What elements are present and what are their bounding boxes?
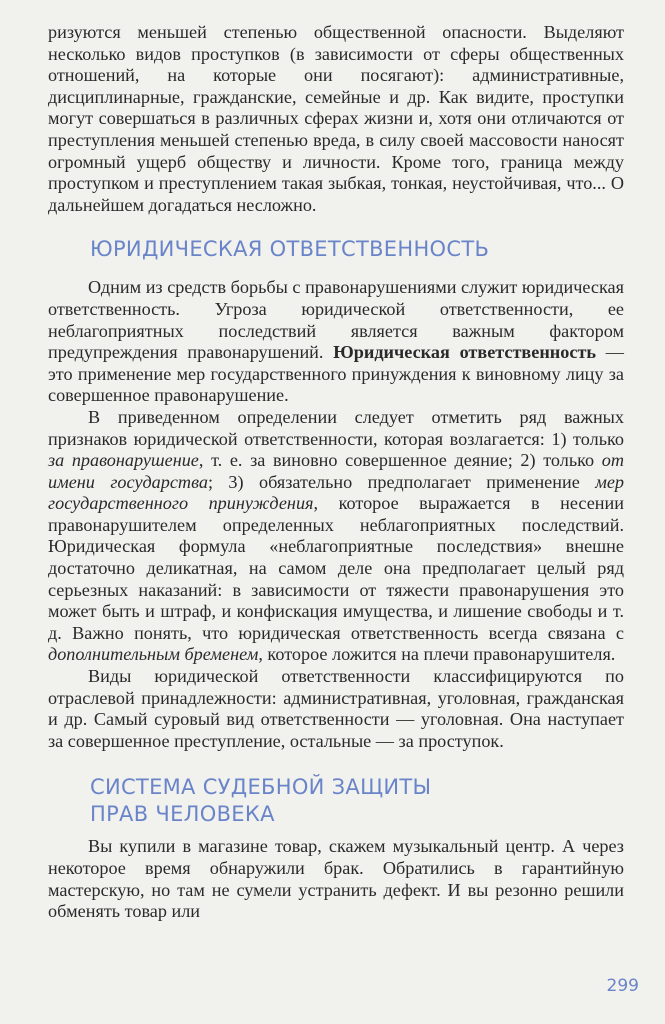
features-text-1: В приведенном определении следует отметить ряд важных признаков юридической ответственности, которая возлагается: 1) только	[48, 406, 624, 449]
paragraph-definition	[48, 277, 624, 407]
features-text-5: , которое ложится на плечи правонарушителя.	[258, 644, 616, 665]
definition-text-2: — это применение мер государственного принуждения к виновному лицу за совершенное правонарушение.	[48, 342, 624, 406]
definition-bold-term: Юридическая ответственность	[333, 342, 596, 363]
features-italic-4: дополнительным бременем	[48, 644, 259, 665]
paragraph-intro: ризуются меньшей степенью общественной опасности. Выделяют несколько видов проступков (в зависимости от сферы общественных отношений, на которые они посягают): административные, дисциплинарные, гражданские, семейные и др. Как видите, проступки могут совершаться в различных сферах жизни и, хотя они отличаются от преступления меньшей степенью вреда, в силу своей массовости наносят огромный ущерб обществу и личности. Кроме того, граница между проступком и преступлением такая зыбкая, тонкая, неустойчивая, что... О дальнейшем догадаться несложно.	[48, 22, 624, 215]
heading-judicial-protection-line-2: ПРАВ ЧЕЛОВЕКА	[90, 802, 275, 827]
heading-judicial-protection	[90, 774, 624, 828]
features-text-3: ; 3) обязательно предполагает применение	[207, 471, 596, 492]
features-italic-1: за правонарушение	[48, 450, 199, 471]
paragraph-example: Вы купили в магазине товар, скажем музыкальный центр. А через некоторое время обнаружили брак. Обратились в гарантийную мастерскую, но там не сумели устранить дефект. И вы резонно решили обменять товар или	[48, 836, 624, 922]
paragraph-features	[48, 407, 624, 666]
definition-text-1: Одним из средств борьбы с правонарушениями служит юридическая ответственность. Угроза юридической ответственности, ее неблагоприятных последствий является важным фактором предупреждения правонарушений.	[48, 277, 624, 363]
heading-judicial-protection-line-1: СИСТЕМА СУДЕБНОЙ ЗАЩИТЫ	[90, 775, 432, 800]
heading-legal-responsibility: ЮРИДИЧЕСКАЯ ОТВЕТСТВЕННОСТЬ	[90, 237, 490, 262]
paragraph-types: Виды юридической ответственности классифицируются по отраслевой принадлежности: административная, уголовная, гражданская и др. Самый суровый вид ответственности — уголовная. Она наступает за совершенное преступление, остальные — за проступок.	[48, 666, 624, 751]
page-number: 299	[606, 976, 639, 996]
features-text-2: , т. е. за виновно совершенное деяние; 2) только	[198, 450, 602, 471]
features-italic-2: от имени государства	[48, 450, 624, 492]
page-content	[48, 22, 624, 923]
features-italic-3: мер государственного принуждения	[48, 471, 624, 514]
features-text-4: , которое выражается в несении правонарушителем определенных неблагоприятных последствий. Юридическая формула «неблагоприятные последствия» внешне достаточно деликатная, на самом деле она предполагает целый ряд серьезных наказаний: в зависимости от тяжести правонарушения это может быть и штраф, и конфискация имущества, и лишение свободы и т. д. Важно понять, что юридическая ответственность всегда связана с	[48, 493, 624, 643]
